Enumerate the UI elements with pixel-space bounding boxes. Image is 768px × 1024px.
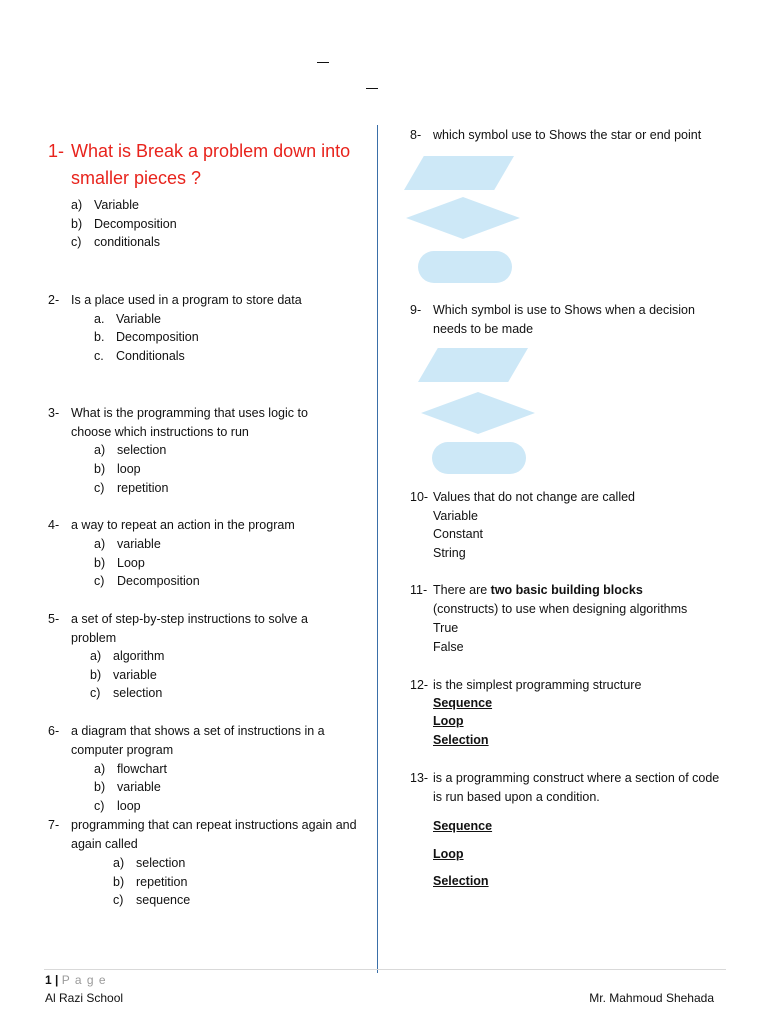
terminal-symbol: [432, 442, 526, 474]
terminal-symbol: [418, 251, 512, 283]
column-divider: [377, 125, 378, 973]
teacher-name: Mr. Mahmoud Shehada: [589, 991, 714, 1005]
school-name: Al Razi School: [45, 991, 124, 1005]
header-dash-2: [366, 88, 378, 89]
parallelogram-symbol: [404, 156, 514, 190]
question-number: 1-: [48, 141, 65, 161]
diamond-symbol: [421, 392, 535, 434]
header-dash-1: [317, 62, 329, 63]
page-number: 1 | P a g e: [45, 973, 107, 987]
question-text: What is Break a problem down into smaller pieces ?: [71, 141, 351, 188]
footer-divider: [44, 969, 726, 970]
diamond-symbol: [406, 197, 520, 239]
parallelogram-symbol: [418, 348, 528, 382]
